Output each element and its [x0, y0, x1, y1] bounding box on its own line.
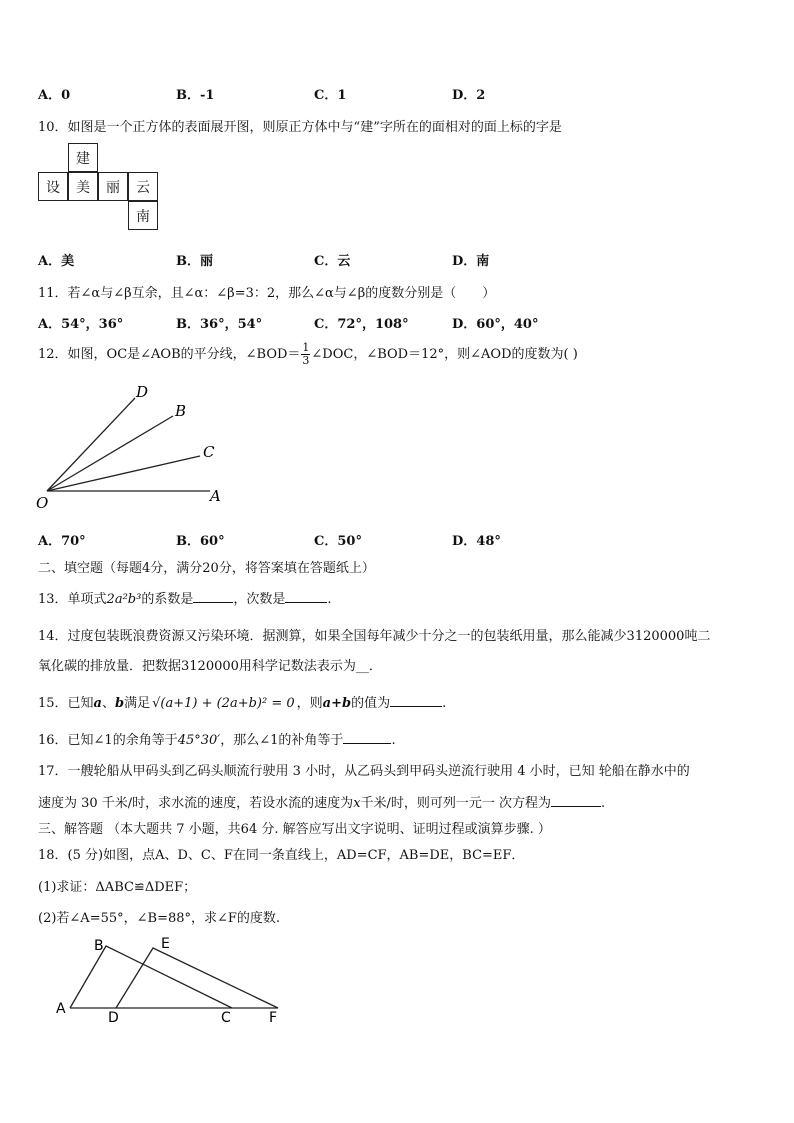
q18-line2: (1)求证：ΔABC≌ΔDEF； — [38, 880, 197, 895]
q10-option-c: C．云 — [314, 254, 351, 269]
q13-expr: 2a²b³ — [106, 592, 142, 607]
q13-blank-2[interactable] — [285, 590, 327, 603]
label-a: A — [56, 1001, 66, 1017]
triangle-abc — [70, 946, 232, 1008]
q12-frac-den: 3 — [302, 354, 310, 367]
q12-text — [38, 342, 578, 367]
q9-option-b: B．-1 — [176, 88, 215, 103]
q11-option-b: B．36°，54° — [176, 317, 263, 332]
label-d: D — [136, 383, 149, 401]
q15-dot: . — [442, 696, 447, 711]
q11-text: 11．若∠α与∠β互余，且∠α：∠β=3：2，那么∠α与∠β的度数分别是（ ） — [38, 286, 496, 301]
net-cell-nan: 南 — [128, 201, 158, 230]
q17-line2b: 千米/时，则可列一元一 次方程为 — [360, 796, 552, 811]
q16-prefix: 16．已知∠1的余角等于 — [38, 733, 178, 748]
label-c: C — [221, 1010, 231, 1025]
q11-option-a: A．54°，36° — [38, 317, 124, 332]
q17-end: . — [601, 796, 606, 811]
q14-line1: 14．过度包装既浪费资源又污染环境．据测算，如果全国每年减少十分之一的包装纸用量，那么能减少3120000吨二 — [38, 629, 711, 644]
label-e: E — [161, 936, 170, 952]
q16-blank[interactable] — [343, 731, 391, 744]
q15-blank[interactable] — [390, 694, 442, 707]
q12-option-c: C．50° — [314, 534, 362, 549]
net-cell-li: 丽 — [98, 172, 128, 201]
angle-figure — [30, 380, 240, 515]
q18-line1: 18．(5 分)如图，点A、D、C、F在同一条直线上，AD=CF，AB=DE，BC=EF． — [38, 848, 525, 863]
q13-prefix: 13．单项式 — [38, 592, 107, 607]
q15-ab: a+b — [322, 696, 352, 711]
q15-b: b — [115, 696, 125, 711]
net-cell-jian: 建 — [68, 143, 98, 172]
q13-text — [38, 588, 332, 607]
q14-line2: 氧化碳的排放量．把数据3120000用科学记数法表示为__． — [38, 659, 382, 674]
q18-line3: (2)若∠A=55°，∠B=88°，求∠F的度数. — [38, 911, 281, 926]
q10-option-a: A．美 — [38, 254, 75, 269]
label-a: A — [210, 487, 221, 505]
q17-line2a: 速度为 30 千米/时，求水流的速度，若设水流的速度为 — [38, 796, 354, 811]
q17-line2 — [38, 792, 605, 811]
label-c: C — [203, 443, 215, 461]
q11-option-d: D．60°，40° — [452, 317, 539, 332]
q13-mid: 的系数是 — [141, 592, 194, 607]
q16-text — [38, 729, 396, 748]
q17-blank[interactable] — [551, 794, 601, 807]
label-f: F — [269, 1010, 278, 1025]
q12-option-d: D．48° — [452, 534, 501, 549]
q15-expr: √(a+1) + (2a+b)² = 0 — [152, 696, 295, 711]
q15-tail: ，则 — [296, 696, 323, 711]
triangle-figure — [50, 930, 290, 1025]
label-b: B — [175, 402, 187, 420]
q13-mid2: ，次数是 — [233, 592, 286, 607]
ray-oc — [47, 456, 200, 491]
section3-heading: 三、解答题 （本大题共 7 小题，共64 分. 解答应写出文字说明、证明过程或演算步骤. ） — [38, 822, 551, 837]
q9-option-d: D．2 — [452, 88, 486, 103]
ray-od — [47, 398, 135, 491]
q12-option-b: B．60° — [176, 534, 225, 549]
q15-end: 的值为 — [351, 696, 391, 711]
q12-frac-num: 1 — [302, 341, 310, 354]
q15-text — [38, 692, 446, 711]
q9-option-c: C．1 — [314, 88, 347, 103]
section2-heading: 二、填空题（每题4分，满分20分，将答案填在答题纸上） — [38, 561, 375, 576]
q15-mid: 满足 — [124, 696, 151, 711]
q12-option-a: A．70° — [38, 534, 86, 549]
q10-text: 10．如图是一个正方体的表面展开图，则原正方体中与“建”字所在的面相对的面上标的字是 — [38, 120, 562, 135]
label-d: D — [108, 1010, 119, 1025]
q10-option-b: B．丽 — [176, 254, 213, 269]
q9-option-a: A．0 — [38, 88, 71, 103]
q17-line1: 17．一艘轮船从甲码头到乙码头顺流行驶用 3 小时，从乙码头到甲码头逆流行驶用 4 小时，已知 轮船在静水中的 — [38, 764, 690, 779]
q17-x: x — [353, 796, 361, 811]
q16-angle: 45°30′ — [177, 733, 221, 748]
q12-prefix: 12．如图，OC是∠AOB的平分线，∠BOD＝ — [38, 347, 301, 362]
label-o: O — [36, 494, 49, 512]
net-cell-mei: 美 — [68, 172, 98, 201]
q13-end: . — [327, 592, 332, 607]
q10-option-d: D．南 — [452, 254, 490, 269]
q16-end: . — [391, 733, 396, 748]
q15-sep: 、 — [101, 696, 115, 711]
q12-suffix: ∠DOC，∠BOD＝12°，则∠AOD的度数为( ) — [311, 347, 578, 362]
q15-prefix: 15．已知 — [38, 696, 94, 711]
q12-fraction — [301, 342, 310, 367]
q16-mid: ，那么∠1的补角等于 — [220, 733, 344, 748]
label-b: B — [94, 938, 104, 954]
net-cell-she: 设 — [38, 172, 68, 201]
triangle-def — [116, 948, 278, 1008]
q15-a: a — [93, 696, 102, 711]
net-cell-yun: 云 — [128, 172, 158, 201]
ray-ob — [47, 416, 173, 491]
q13-blank-1[interactable] — [193, 590, 233, 603]
q11-option-c: C．72°，108° — [314, 317, 409, 332]
